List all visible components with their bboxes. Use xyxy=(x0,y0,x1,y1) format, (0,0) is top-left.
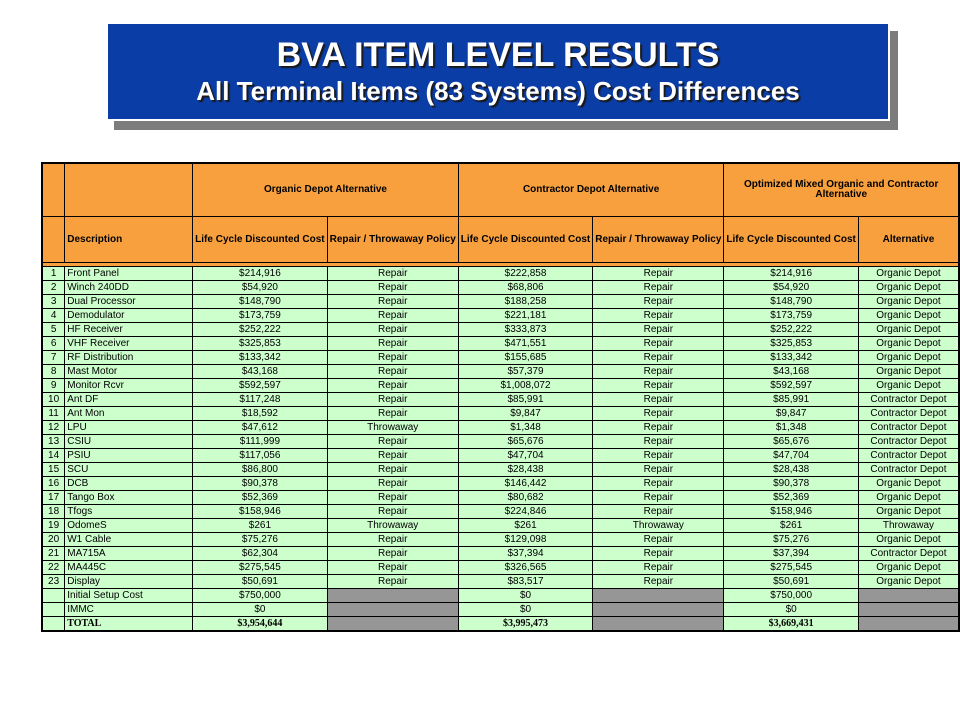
optimized-cost: $28,438 xyxy=(724,463,858,477)
item-description: CSIU xyxy=(65,435,193,449)
organic-policy: Throwaway xyxy=(327,421,458,435)
column-header-row xyxy=(42,217,959,263)
optimized-alternative: Contractor Depot xyxy=(858,547,959,561)
optimized-alternative xyxy=(858,589,959,603)
total-organic-policy xyxy=(327,617,458,632)
optimized-cost: $85,991 xyxy=(724,393,858,407)
table-row xyxy=(42,295,959,309)
column-header-optimized-cost: Life Cycle Discounted Cost xyxy=(724,217,858,263)
organic-cost: $86,800 xyxy=(193,463,327,477)
group-header-contractor: Contractor Depot Alternative xyxy=(458,163,724,217)
item-description: Initial Setup Cost xyxy=(65,589,193,603)
row-number xyxy=(42,589,65,603)
total-row-number xyxy=(42,617,65,632)
organic-cost: $50,691 xyxy=(193,575,327,589)
organic-cost: $750,000 xyxy=(193,589,327,603)
organic-cost: $133,342 xyxy=(193,351,327,365)
table-row xyxy=(42,561,959,575)
table-row xyxy=(42,491,959,505)
contractor-cost: $333,873 xyxy=(458,323,592,337)
organic-cost: $117,056 xyxy=(193,449,327,463)
contractor-policy: Repair xyxy=(593,491,724,505)
item-description: Tfogs xyxy=(65,505,193,519)
optimized-alternative: Contractor Depot xyxy=(858,463,959,477)
organic-policy: Repair xyxy=(327,561,458,575)
contractor-policy: Repair xyxy=(593,323,724,337)
organic-policy: Repair xyxy=(327,491,458,505)
optimized-alternative: Organic Depot xyxy=(858,351,959,365)
organic-policy: Repair xyxy=(327,295,458,309)
contractor-cost: $224,846 xyxy=(458,505,592,519)
optimized-alternative: Organic Depot xyxy=(858,575,959,589)
item-description: Winch 240DD xyxy=(65,281,193,295)
contractor-cost: $261 xyxy=(458,519,592,533)
item-description: W1 Cable xyxy=(65,533,193,547)
item-description: Mast Motor xyxy=(65,365,193,379)
organic-policy: Throwaway xyxy=(327,519,458,533)
row-number: 18 xyxy=(42,505,65,519)
optimized-alternative: Organic Depot xyxy=(858,309,959,323)
contractor-policy: Repair xyxy=(593,477,724,491)
row-number: 5 xyxy=(42,323,65,337)
organic-policy: Repair xyxy=(327,449,458,463)
table-row xyxy=(42,435,959,449)
table-row xyxy=(42,589,959,603)
optimized-alternative: Organic Depot xyxy=(858,295,959,309)
organic-cost: $54,920 xyxy=(193,281,327,295)
item-description: PSIU xyxy=(65,449,193,463)
contractor-cost: $47,704 xyxy=(458,449,592,463)
organic-cost: $275,545 xyxy=(193,561,327,575)
column-header-contractor-cost: Life Cycle Discounted Cost xyxy=(458,217,592,263)
total-optimized-alternative xyxy=(858,617,959,632)
group-header-optimized: Optimized Mixed Organic and Contractor Alternative xyxy=(724,163,959,217)
contractor-cost: $65,676 xyxy=(458,435,592,449)
contractor-policy: Throwaway xyxy=(593,519,724,533)
organic-policy: Repair xyxy=(327,547,458,561)
optimized-cost: $261 xyxy=(724,519,858,533)
organic-policy: Repair xyxy=(327,309,458,323)
table-row xyxy=(42,575,959,589)
column-header-alternative: Alternative xyxy=(858,217,959,263)
contractor-policy: Repair xyxy=(593,505,724,519)
item-description: IMMC xyxy=(65,603,193,617)
organic-cost: $173,759 xyxy=(193,309,327,323)
contractor-cost: $221,181 xyxy=(458,309,592,323)
contractor-cost: $83,517 xyxy=(458,575,592,589)
table-row xyxy=(42,267,959,281)
organic-cost: $325,853 xyxy=(193,337,327,351)
contractor-cost: $1,008,072 xyxy=(458,379,592,393)
optimized-cost: $90,378 xyxy=(724,477,858,491)
organic-cost: $261 xyxy=(193,519,327,533)
organic-policy: Repair xyxy=(327,575,458,589)
item-description: SCU xyxy=(65,463,193,477)
optimized-alternative: Contractor Depot xyxy=(858,407,959,421)
row-number: 16 xyxy=(42,477,65,491)
results-table xyxy=(41,162,960,632)
organic-policy: Repair xyxy=(327,477,458,491)
optimized-alternative: Organic Depot xyxy=(858,281,959,295)
optimized-cost: $52,369 xyxy=(724,491,858,505)
item-description: Ant Mon xyxy=(65,407,193,421)
item-description: Dual Processor xyxy=(65,295,193,309)
total-optimized-cost: $3,669,431 xyxy=(724,617,858,632)
optimized-cost: $1,348 xyxy=(724,421,858,435)
optimized-alternative: Organic Depot xyxy=(858,533,959,547)
table-row xyxy=(42,309,959,323)
optimized-cost: $214,916 xyxy=(724,267,858,281)
organic-policy: Repair xyxy=(327,505,458,519)
organic-policy xyxy=(327,589,458,603)
contractor-cost: $0 xyxy=(458,589,592,603)
row-number: 20 xyxy=(42,533,65,547)
contractor-cost: $326,565 xyxy=(458,561,592,575)
contractor-policy: Repair xyxy=(593,295,724,309)
contractor-cost: $85,991 xyxy=(458,393,592,407)
optimized-cost: $325,853 xyxy=(724,337,858,351)
optimized-alternative: Organic Depot xyxy=(858,365,959,379)
contractor-cost: $471,551 xyxy=(458,337,592,351)
contractor-policy: Repair xyxy=(593,561,724,575)
optimized-alternative: Organic Depot xyxy=(858,379,959,393)
header-blank xyxy=(42,217,65,263)
organic-policy: Repair xyxy=(327,533,458,547)
column-header-organic-cost: Life Cycle Discounted Cost xyxy=(193,217,327,263)
optimized-alternative: Contractor Depot xyxy=(858,449,959,463)
row-number: 23 xyxy=(42,575,65,589)
header-blank xyxy=(42,163,65,217)
organic-cost: $117,248 xyxy=(193,393,327,407)
table-row xyxy=(42,505,959,519)
optimized-alternative: Organic Depot xyxy=(858,337,959,351)
optimized-alternative xyxy=(858,603,959,617)
optimized-cost: $173,759 xyxy=(724,309,858,323)
contractor-cost: $37,394 xyxy=(458,547,592,561)
optimized-cost: $47,704 xyxy=(724,449,858,463)
table-row xyxy=(42,337,959,351)
contractor-policy: Repair xyxy=(593,309,724,323)
table-row xyxy=(42,407,959,421)
organic-policy: Repair xyxy=(327,365,458,379)
row-number: 4 xyxy=(42,309,65,323)
organic-cost: $111,999 xyxy=(193,435,327,449)
row-number: 6 xyxy=(42,337,65,351)
item-description: VHF Receiver xyxy=(65,337,193,351)
optimized-cost: $158,946 xyxy=(724,505,858,519)
contractor-cost: $188,258 xyxy=(458,295,592,309)
optimized-alternative: Organic Depot xyxy=(858,561,959,575)
organic-policy: Repair xyxy=(327,337,458,351)
organic-cost: $75,276 xyxy=(193,533,327,547)
contractor-policy: Repair xyxy=(593,407,724,421)
organic-policy xyxy=(327,603,458,617)
row-number: 17 xyxy=(42,491,65,505)
contractor-policy: Repair xyxy=(593,337,724,351)
optimized-cost: $148,790 xyxy=(724,295,858,309)
column-header-organic-policy: Repair / Throwaway Policy xyxy=(327,217,458,263)
organic-cost: $158,946 xyxy=(193,505,327,519)
column-header-description: Description xyxy=(65,217,193,263)
contractor-policy: Repair xyxy=(593,351,724,365)
item-description: OdomeS xyxy=(65,519,193,533)
contractor-policy: Repair xyxy=(593,421,724,435)
optimized-alternative: Contractor Depot xyxy=(858,421,959,435)
contractor-policy: Repair xyxy=(593,547,724,561)
total-contractor-policy xyxy=(593,617,724,632)
contractor-policy: Repair xyxy=(593,463,724,477)
item-description: Tango Box xyxy=(65,491,193,505)
optimized-cost: $54,920 xyxy=(724,281,858,295)
organic-policy: Repair xyxy=(327,407,458,421)
optimized-alternative: Contractor Depot xyxy=(858,393,959,407)
row-number: 15 xyxy=(42,463,65,477)
contractor-cost: $9,847 xyxy=(458,407,592,421)
table-row xyxy=(42,393,959,407)
table-row xyxy=(42,351,959,365)
optimized-alternative: Organic Depot xyxy=(858,267,959,281)
organic-cost: $592,597 xyxy=(193,379,327,393)
table-row xyxy=(42,281,959,295)
total-row xyxy=(42,617,959,632)
optimized-alternative: Organic Depot xyxy=(858,491,959,505)
table-row xyxy=(42,463,959,477)
contractor-policy: Repair xyxy=(593,575,724,589)
row-number: 12 xyxy=(42,421,65,435)
optimized-cost: $750,000 xyxy=(724,589,858,603)
optimized-cost: $592,597 xyxy=(724,379,858,393)
organic-cost: $0 xyxy=(193,603,327,617)
item-description: MA715A xyxy=(65,547,193,561)
optimized-cost: $65,676 xyxy=(724,435,858,449)
contractor-cost: $0 xyxy=(458,603,592,617)
row-number: 13 xyxy=(42,435,65,449)
optimized-cost: $133,342 xyxy=(724,351,858,365)
organic-cost: $18,592 xyxy=(193,407,327,421)
organic-cost: $252,222 xyxy=(193,323,327,337)
table-row xyxy=(42,449,959,463)
contractor-policy: Repair xyxy=(593,281,724,295)
row-number: 22 xyxy=(42,561,65,575)
optimized-cost: $43,168 xyxy=(724,365,858,379)
contractor-cost: $1,348 xyxy=(458,421,592,435)
organic-policy: Repair xyxy=(327,379,458,393)
optimized-cost: $275,545 xyxy=(724,561,858,575)
contractor-policy: Repair xyxy=(593,449,724,463)
contractor-policy xyxy=(593,603,724,617)
organic-cost: $148,790 xyxy=(193,295,327,309)
contractor-policy: Repair xyxy=(593,435,724,449)
total-contractor-cost: $3,995,473 xyxy=(458,617,592,632)
organic-policy: Repair xyxy=(327,323,458,337)
contractor-cost: $146,442 xyxy=(458,477,592,491)
item-description: Display xyxy=(65,575,193,589)
contractor-cost: $68,806 xyxy=(458,281,592,295)
item-description: Monitor Rcvr xyxy=(65,379,193,393)
item-description: Front Panel xyxy=(65,267,193,281)
row-number: 3 xyxy=(42,295,65,309)
row-number: 10 xyxy=(42,393,65,407)
organic-cost: $214,916 xyxy=(193,267,327,281)
contractor-cost: $80,682 xyxy=(458,491,592,505)
row-number: 19 xyxy=(42,519,65,533)
optimized-cost: $252,222 xyxy=(724,323,858,337)
slide-subtitle: All Terminal Items (83 Systems) Cost Differences xyxy=(196,76,800,106)
optimized-alternative: Organic Depot xyxy=(858,477,959,491)
contractor-policy: Repair xyxy=(593,379,724,393)
optimized-alternative: Throwaway xyxy=(858,519,959,533)
optimized-cost: $50,691 xyxy=(724,575,858,589)
organic-policy: Repair xyxy=(327,435,458,449)
row-number: 11 xyxy=(42,407,65,421)
contractor-cost: $129,098 xyxy=(458,533,592,547)
organic-policy: Repair xyxy=(327,267,458,281)
row-number: 21 xyxy=(42,547,65,561)
contractor-cost: $155,685 xyxy=(458,351,592,365)
optimized-alternative: Organic Depot xyxy=(858,505,959,519)
group-header-row xyxy=(42,163,959,217)
optimized-alternative: Contractor Depot xyxy=(858,435,959,449)
table-row xyxy=(42,365,959,379)
slide-title: BVA ITEM LEVEL RESULTS xyxy=(276,36,720,74)
row-number: 7 xyxy=(42,351,65,365)
item-description: MA445C xyxy=(65,561,193,575)
optimized-cost: $0 xyxy=(724,603,858,617)
organic-policy: Repair xyxy=(327,281,458,295)
item-description: Ant DF xyxy=(65,393,193,407)
item-description: HF Receiver xyxy=(65,323,193,337)
contractor-policy xyxy=(593,589,724,603)
table-row xyxy=(42,519,959,533)
table-row xyxy=(42,533,959,547)
organic-policy: Repair xyxy=(327,393,458,407)
table-row xyxy=(42,477,959,491)
contractor-cost: $57,379 xyxy=(458,365,592,379)
row-number: 2 xyxy=(42,281,65,295)
contractor-policy: Repair xyxy=(593,365,724,379)
organic-cost: $47,612 xyxy=(193,421,327,435)
table-row xyxy=(42,323,959,337)
table-row xyxy=(42,547,959,561)
optimized-alternative: Organic Depot xyxy=(858,323,959,337)
group-header-organic: Organic Depot Alternative xyxy=(193,163,459,217)
row-number: 8 xyxy=(42,365,65,379)
table-row xyxy=(42,603,959,617)
organic-policy: Repair xyxy=(327,351,458,365)
organic-cost: $43,168 xyxy=(193,365,327,379)
organic-cost: $62,304 xyxy=(193,547,327,561)
table-row xyxy=(42,379,959,393)
optimized-cost: $37,394 xyxy=(724,547,858,561)
row-number xyxy=(42,603,65,617)
contractor-policy: Repair xyxy=(593,533,724,547)
organic-cost: $90,378 xyxy=(193,477,327,491)
contractor-cost: $222,858 xyxy=(458,267,592,281)
header-blank xyxy=(65,163,193,217)
contractor-cost: $28,438 xyxy=(458,463,592,477)
organic-cost: $52,369 xyxy=(193,491,327,505)
row-number: 9 xyxy=(42,379,65,393)
row-number: 14 xyxy=(42,449,65,463)
item-description: DCB xyxy=(65,477,193,491)
total-organic-cost: $3,954,644 xyxy=(193,617,327,632)
title-banner xyxy=(106,22,890,121)
item-description: Demodulator xyxy=(65,309,193,323)
optimized-cost: $9,847 xyxy=(724,407,858,421)
row-number: 1 xyxy=(42,267,65,281)
item-description: RF Distribution xyxy=(65,351,193,365)
column-header-contractor-policy: Repair / Throwaway Policy xyxy=(593,217,724,263)
total-item-description: TOTAL xyxy=(65,617,193,632)
item-description: LPU xyxy=(65,421,193,435)
contractor-policy: Repair xyxy=(593,267,724,281)
contractor-policy: Repair xyxy=(593,393,724,407)
optimized-cost: $75,276 xyxy=(724,533,858,547)
table-row xyxy=(42,421,959,435)
organic-policy: Repair xyxy=(327,463,458,477)
